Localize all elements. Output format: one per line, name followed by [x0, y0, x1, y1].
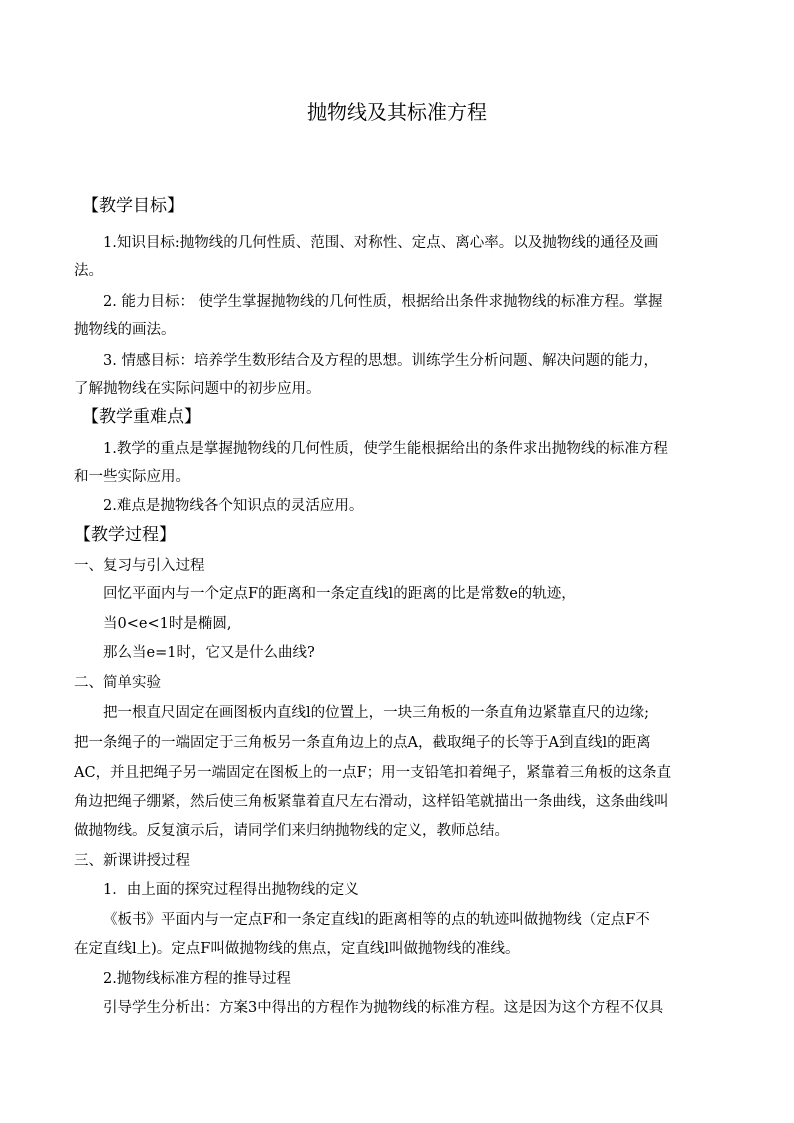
section-2-line-4: 角边把绳子绷紧，然后使三角板紧靠着直尺左右滑动，这样铅笔就描出一条曲线，这条曲线叫	[74, 794, 669, 810]
section-2-line-1: 把一根直尺固定在画图板内直线l的位置上，一块三角板的一条直角边紧靠直尺的边缘;	[103, 705, 650, 721]
section-3-subheading-2: 2.抛物线标准方程的推导过程	[103, 971, 291, 987]
section-1-paragraph-1: 回忆平面内与一个定点F的距离和一条定直线l的距离的比是常数e的轨迹，	[103, 586, 576, 602]
section-2-line-5: 做抛物线。反复演示后，请同学们来归纳抛物线的定义，教师总结。	[74, 823, 509, 839]
heading-teaching-process: 【教学过程】	[74, 525, 176, 545]
section-3-definition-line-1: 《板书》平面内与一定点F和一条定直线l的距离相等的点的轨迹叫做抛物线（定点F不	[103, 912, 650, 928]
section-3-title: 三、新课讲授过程	[74, 853, 190, 869]
goal-2-line-2: 抛物线的画法。	[74, 322, 176, 338]
key-point-1-line-2: 和一些实际应用。	[74, 469, 190, 485]
section-1-paragraph-3: 那么当e=1时，它又是什么曲线?	[103, 645, 315, 661]
section-2-title: 二、简单实验	[74, 675, 161, 691]
goal-1-line-2: 法。	[74, 263, 103, 279]
section-3-definition-line-2: 在定直线l上)。定点F叫做抛物线的焦点，定直线l叫做抛物线的准线。	[74, 941, 520, 957]
heading-teaching-goals: 【教学目标】	[82, 196, 184, 216]
key-point-2: 2.难点是抛物线各个知识点的灵活应用。	[103, 498, 364, 514]
goal-3-line-2: 了解抛物线在实际问题中的初步应用。	[74, 381, 321, 397]
goal-3-line-1: 3. 情感目标：培养学生数形结合及方程的思想。训练学生分析问题、解决问题的能力，	[103, 353, 658, 369]
section-2-line-2: 把一条绳子的一端固定于三角板另一条直角边上的点A，截取绳子的长等于A到直线l的距离	[74, 735, 651, 751]
section-3-paragraph-1: 引导学生分析出：方案3中得出的方程作为抛物线的标准方程。这是因为这个方程不仅具	[103, 1000, 664, 1016]
section-1-title: 一、复习与引入过程	[74, 558, 205, 574]
goal-2-line-1: 2. 能力目标： 使学生掌握抛物线的几何性质，根据给出条件求抛物线的标准方程。掌握	[103, 294, 663, 310]
section-3-subheading-1: 1．由上面的探究过程得出抛物线的定义	[103, 882, 359, 898]
section-1-paragraph-2: 当0<e<1时是椭圆,	[103, 616, 232, 632]
key-point-1-line-1: 1.教学的重点是掌握抛物线的几何性质，使学生能根据给出的条件求出抛物线的标准方程	[103, 441, 668, 457]
page-title: 抛物线及其标准方程	[307, 100, 487, 124]
section-2-line-3: AC，并且把绳子另一端固定在图板上的一点F；用一支铅笔扣着绳子，紧靠着三角板的这条直	[74, 765, 672, 781]
goal-1-line-1: 1.知识目标:抛物线的几何性质、范围、对称性、定点、离心率。以及抛物线的通径及画	[103, 235, 659, 251]
heading-key-points: 【教学重难点】	[82, 407, 201, 427]
